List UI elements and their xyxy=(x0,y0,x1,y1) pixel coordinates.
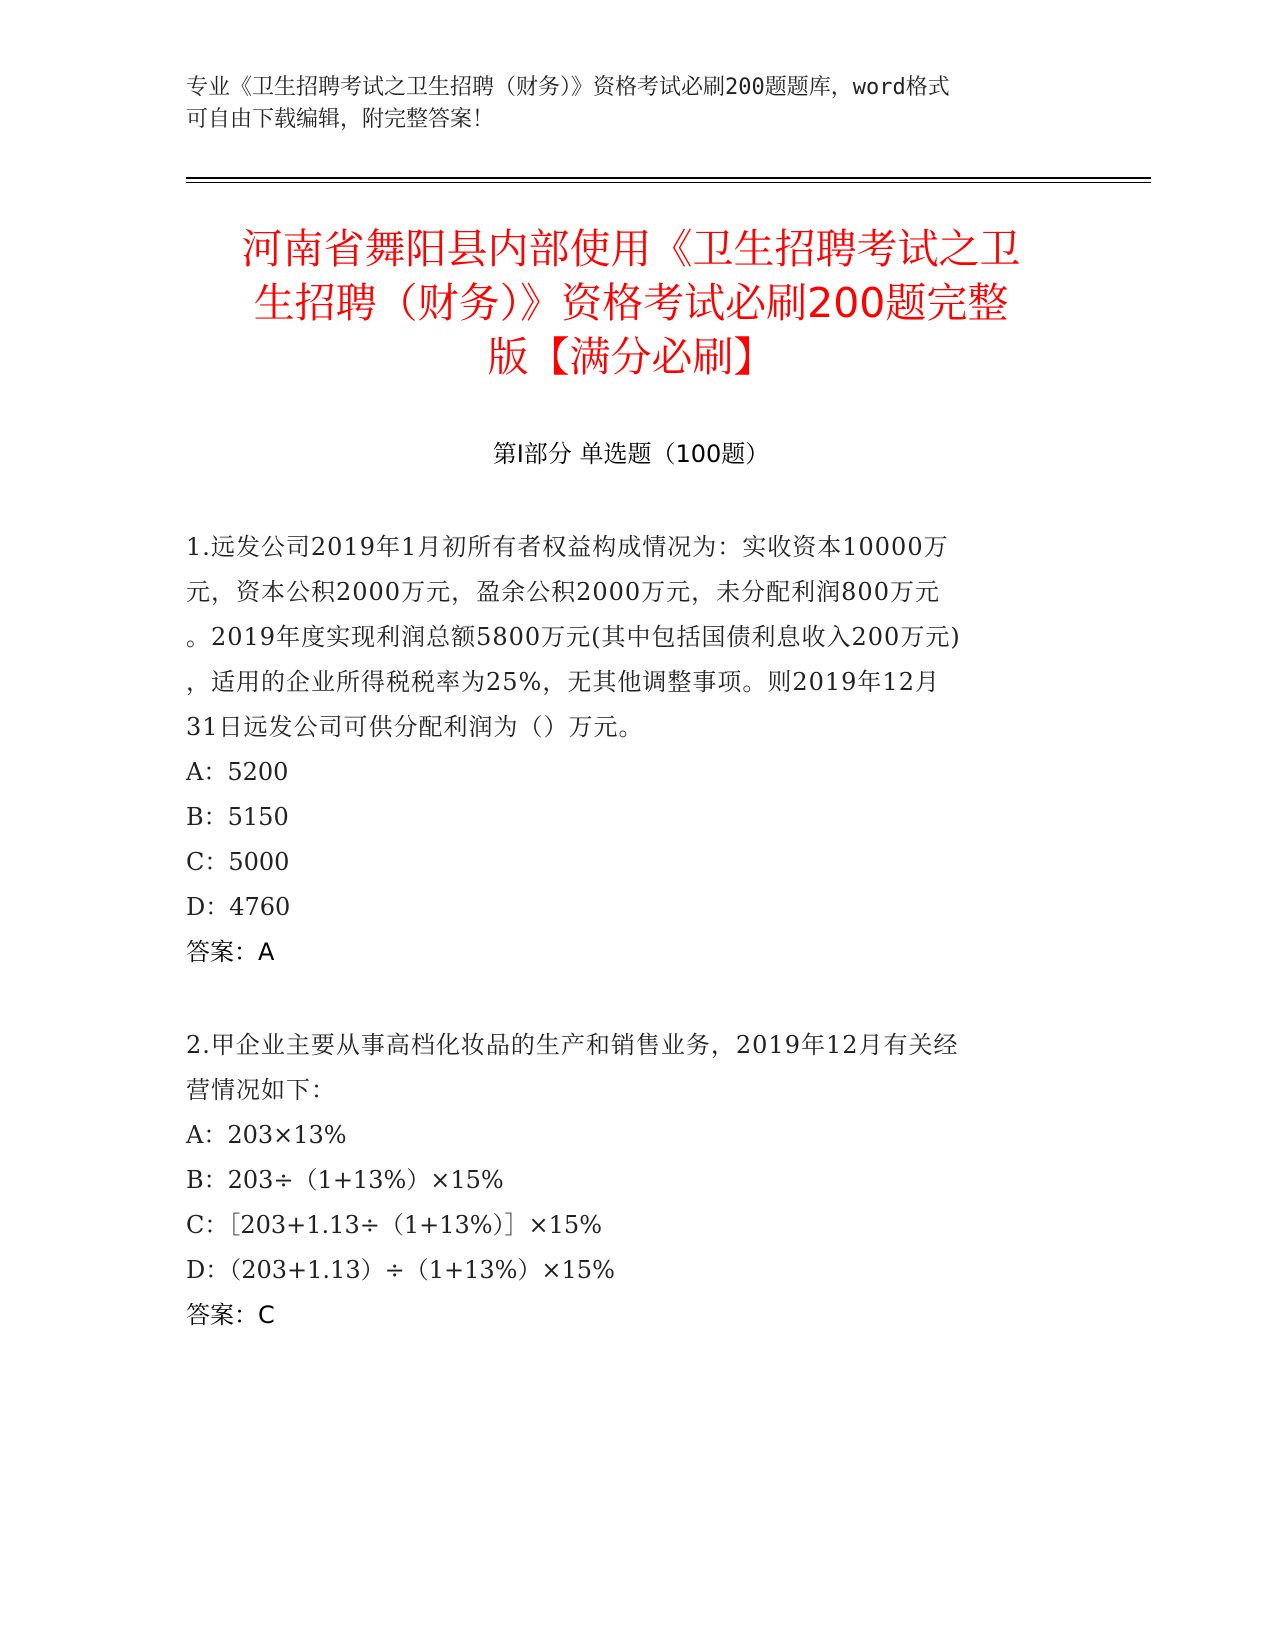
section-heading: 第Ⅰ部分 单选题（100题） xyxy=(492,440,770,468)
title-line: 生招聘（财务）》资格考试必刷200题完整 xyxy=(253,279,1009,327)
stem-line: 元，资本公积2000万元，盈余公积2000万元，未分配利润800万元 xyxy=(186,578,940,606)
title-line: 版【满分必刷】 xyxy=(487,333,775,381)
answer: 答案：C xyxy=(186,1301,275,1329)
title-line: 河南省舞阳县内部使用《卫生招聘考试之卫 xyxy=(241,225,1021,273)
option-b: B：203÷（1+13%）×15% xyxy=(186,1166,504,1194)
header-line: 可自由下载编辑，附完整答案！ xyxy=(186,107,495,132)
stem-line: 1.远发公司2019年1月初所有者权益构成情况为：实收资本10000万 xyxy=(186,533,949,561)
header-divider-thin xyxy=(186,182,1151,183)
stem-line: 2.甲企业主要从事高档化妆品的生产和销售业务，2019年12月有关经 xyxy=(186,1031,959,1059)
option-b: B：5150 xyxy=(186,803,289,831)
question-1 xyxy=(186,525,1086,975)
option-c: C：［203+1.13÷（1+13%）］×15% xyxy=(186,1211,603,1239)
header-divider xyxy=(186,177,1151,179)
stem-line: 31日远发公司可供分配利润为（）万元。 xyxy=(186,713,644,741)
answer: 答案：A xyxy=(186,938,275,966)
option-d: D：4760 xyxy=(186,893,291,921)
stem-line: 。2019年度实现利润总额5800万元(其中包括国债利息收入200万元) xyxy=(186,623,961,651)
question-stem xyxy=(186,525,1086,750)
stem-line: ，适用的企业所得税税率为25%，无其他调整事项。则2019年12月 xyxy=(186,668,940,696)
option-c: C：5000 xyxy=(186,848,290,876)
option-d: D：（203+1.13）÷（1+13%）×15% xyxy=(186,1256,615,1284)
question-stem xyxy=(186,1023,1086,1113)
header-line: 专业《卫生招聘考试之卫生招聘（财务）》资格考试必刷200题题库，word格式 xyxy=(186,75,950,100)
option-a: A：5200 xyxy=(186,758,289,786)
question-2 xyxy=(186,1023,1086,1338)
document-header xyxy=(186,72,1066,136)
option-a: A：203×13% xyxy=(186,1121,347,1149)
document-title xyxy=(186,222,1076,384)
stem-line: 营情况如下： xyxy=(186,1076,336,1104)
